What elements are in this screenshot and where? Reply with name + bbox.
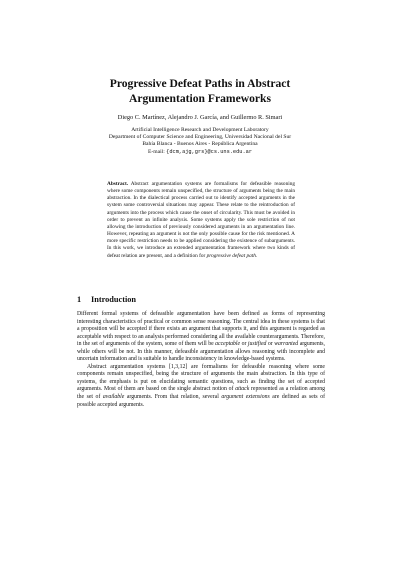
p1-emphasis-justified: justified — [247, 341, 267, 348]
abstract-label: Abstract. — [107, 181, 129, 187]
p1-text-c: or — [266, 341, 275, 348]
affiliation-block — [40, 127, 360, 156]
email-prefix: E-mail: — [147, 148, 167, 155]
p2-text-d: are defined as sets of possible accepted arguments. — [77, 394, 326, 408]
section-body — [77, 311, 325, 409]
p2-emphasis-extensions: argument extensions — [221, 394, 270, 401]
affiliation-location: Bahía Blanca - Buenos Aires - República Argentina — [142, 141, 258, 148]
section-title: Introduction — [91, 295, 137, 304]
section-number: 1 — [77, 295, 82, 304]
abstract-emphasis: progressive defeat path — [206, 252, 256, 259]
abstract-end: . — [255, 252, 258, 259]
p2-emphasis-attack: attack — [235, 386, 250, 393]
p2-text-c: arguments. From that relation, several — [124, 394, 222, 401]
p2-emphasis-available: available — [102, 394, 125, 401]
section-heading — [77, 295, 327, 305]
author-list: Diego C. Martínez, Alejandro J. García, and Guillermo R. Simari — [117, 114, 283, 121]
affiliation-department: Department of Computer Science and Engineering, Universidad Nacional del Sur — [108, 134, 292, 141]
paper-title — [60, 76, 340, 106]
p1-text-d: arguments, while others will be not. In this manner, defeasible argumentation allows reasoning with incomplete and uncertain information and is suitable to handle inconsistency in knowledge-based systems. — [77, 341, 325, 363]
title-line-1: Progressive Defeat Paths in Abstract — [109, 77, 291, 90]
p1-emphasis-acceptable: acceptable — [215, 341, 241, 348]
p1-emphasis-warranted: warranted — [274, 341, 299, 348]
email-address: {dcm,ajg,grs}@cs.uns.edu.ar — [166, 148, 252, 155]
p1-text-a: Different formal systems of defeasible argumentation have been defined as forms of representing interesting characteristics of practical or common sense reasoning. The central idea in these systems is that a proposition will be accepted if there exists an argument that supports it, and this argument is regarded as acceptable with respect to an analysis performed considering all the available counterarguments. Therefore, in the set of arguments of the system, some of them will be — [77, 311, 325, 348]
abstract — [107, 181, 295, 260]
p1-text-b: or — [240, 341, 248, 348]
affiliation-lab: Artificial Intelligence Research and Development Laboratory — [131, 127, 269, 133]
paragraph-2 — [77, 364, 325, 409]
p2-text-a: Abstract argumentation systems [1,3,12] are formalisms for defeasible reasoning where some components remain unspecified, being the structure of arguments the main abstraction. In this type of systems, the emphasis is put on elucidating semantic questions, such as finding the set of accepted arguments. Most of them are based on the single abstract notion of — [77, 363, 325, 393]
title-line-2: Argumentation Frameworks — [128, 92, 271, 105]
abstract-text: Abstract argumentation systems are formalisms for defeasible reasoning where some components remain unspecified, the structure of arguments being the main abstraction. In the dialectical process carried out to identify accepted arguments in the system some controversial situations may appear. These relate to the reintroduction of arguments into the process which cause the onset of circularity. This must be avoided in order to prevent an infinite analysis. Some systems apply the sole restriction of not allowing the introduction of previously considered arguments in an argumentation line. However, repeating an argument is not the only possible cause for the risk mentioned. A more specific restriction needs to be applied considering the existence of subarguments. In this work, we introduce an extended argumentation framework where two kinds of defeat relation are present, and a definition for — [107, 181, 295, 259]
paragraph-1 — [77, 311, 325, 364]
p2-text-b: represented as a relation among the set of — [77, 386, 325, 401]
